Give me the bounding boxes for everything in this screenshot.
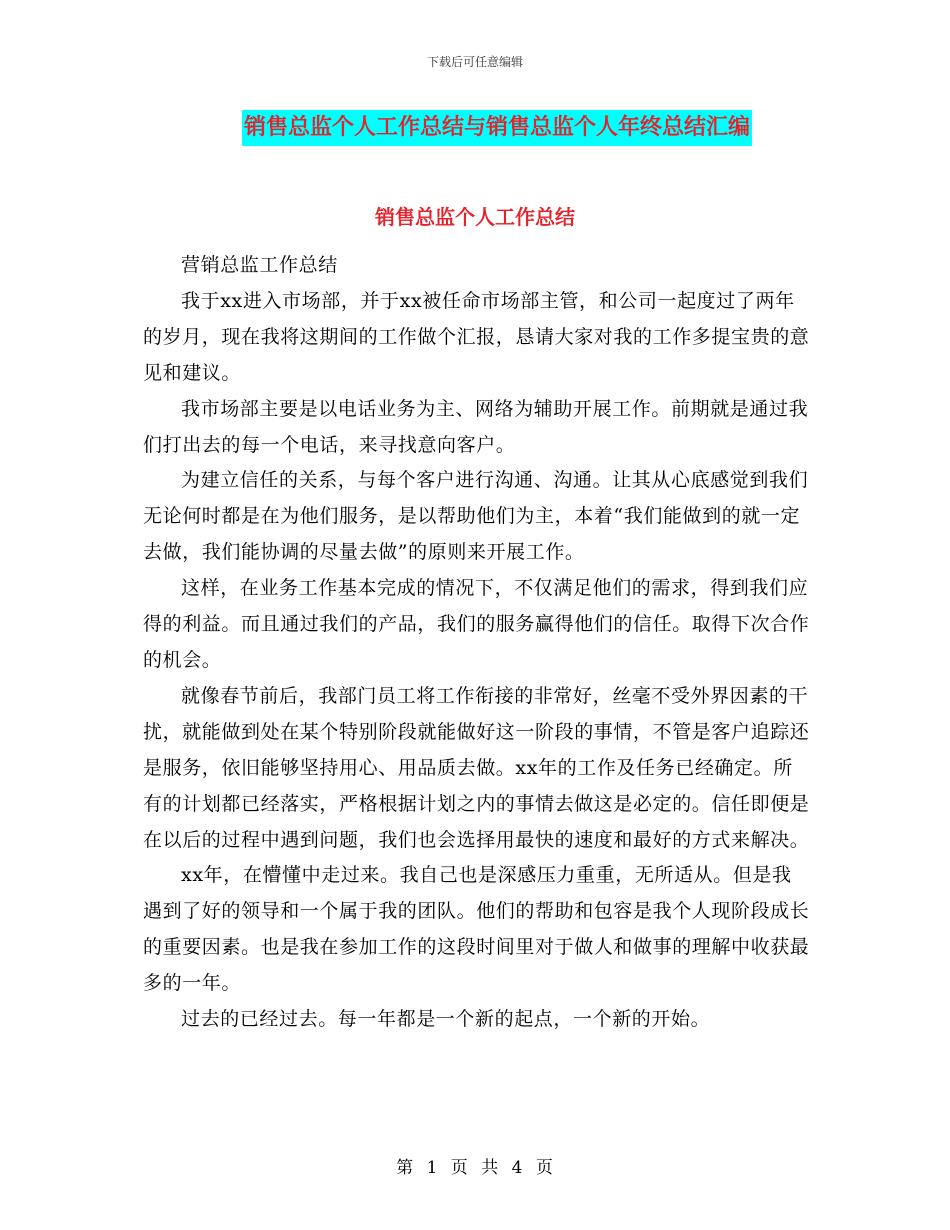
- section-title: 销售总监个人工作总结: [375, 205, 575, 229]
- paragraph: 我于xx进入市场部，并于xx被任命市场部主管，和公司一起度过了两年的岁月，现在我将这期间的工作做个汇报，恳请大家对我的工作多提宝贵的意见和建议。: [143, 289, 810, 384]
- page-footer: 第 1 页 共 4 页: [396, 1158, 554, 1178]
- paragraph: 这样，在业务工作基本完成的情况下，不仅满足他们的需求，得到我们应得的利益。而且通过我们的产品，我们的服务赢得他们的信任。取得下次合作的机会。: [143, 577, 810, 671]
- body-text: [143, 248, 811, 1038]
- header-note: 下载后可任意编辑: [426, 55, 523, 69]
- paragraph: 过去的已经过去。每一年都是一个新的起点，一个新的开始。: [181, 1008, 711, 1031]
- paragraph: xx年，在懵懂中走过来。我自己也是深感压力重重，无所适从。但是我遇到了好的领导和一个属于我的团队。他们的帮助和包容是我个人现阶段成长的重要因素。也是我在参加工作的这段时间里对于做人和做事的理解中收获最多的一年。: [143, 864, 810, 995]
- paragraph: 营销总监工作总结: [181, 254, 338, 276]
- document-title-wrap: [0, 110, 950, 146]
- paragraph: 就像春节前后，我部门员工将工作衔接的非常好，丝毫不受外界因素的干扰，就能做到处在某个特别阶段就能做好这一阶段的事情，不管是客户追踪还是服务，依旧能够坚持用心、用品质去做。xx年的工作及任务已经确定。所有的计划都已经落实，严格根据计划之内的事情去做这是必定的。信任即便是在以后的过程中遇到问题，我们也会选择用最快的速度和最好的方式来解决。: [143, 684, 810, 851]
- document-title: 销售总监个人工作总结与销售总监个人年终总结汇编: [242, 110, 752, 146]
- paragraph: 我市场部主要是以电话业务为主、网络为辅助开展工作。前期就是通过我们打出去的每一个电话，来寻找意向客户。: [143, 397, 809, 456]
- paragraph: 为建立信任的关系，与每个客户进行沟通、沟通。让其从心底感觉到我们无论何时都是在为他们服务，是以帮助他们为主，本着“我们能做到的就一定去做，我们能协调的尽量去做”的原则来开展工作。: [143, 469, 809, 564]
